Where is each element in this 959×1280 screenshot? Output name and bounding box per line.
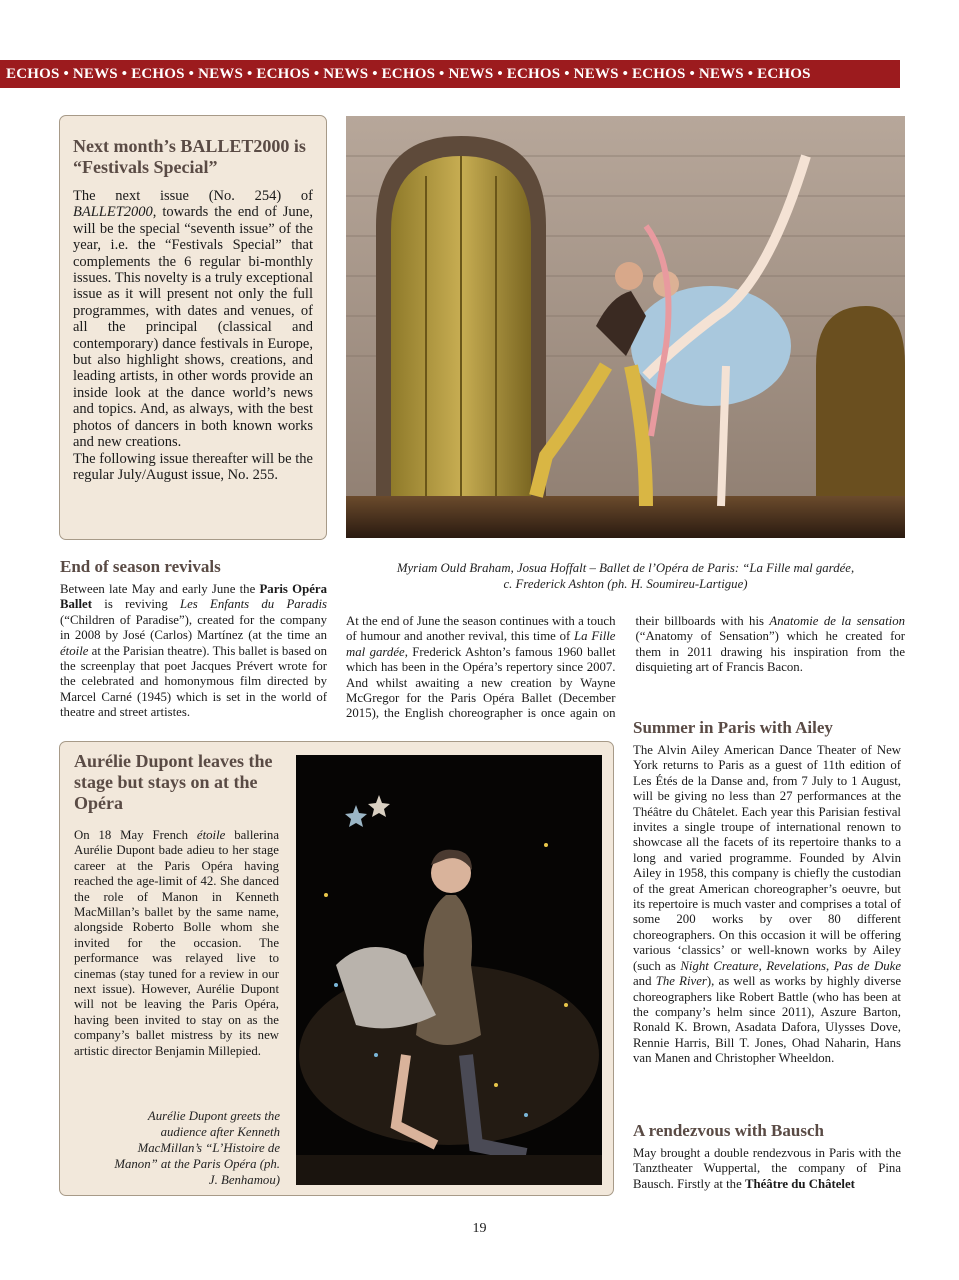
section-banner: ECHOS • NEWS • ECHOS • NEWS • ECHOS • NEWS • ECHOS • NEWS • ECHOS • NEWS • ECHOS • NEWS • ECHOS bbox=[0, 60, 900, 88]
dupont-stage-image bbox=[296, 755, 602, 1185]
box-title: Next month’s BALLET2000 is “Festivals Special” bbox=[73, 136, 306, 177]
bausch-body: May brought a double rendezvous in Paris with the Tanztheater Wuppertal, the company of Pina Bausch. Firstly at the Théâtre du Châtelet bbox=[633, 1146, 901, 1191]
photo-caption-fille: Myriam Ould Braham, Josua Hoffalt – Ballet de l’Opéra de Paris: “La Fille mal gardée, c. Frederick Ashton (ph. H. Soumireu-Lartigue) bbox=[396, 561, 855, 591]
box-body: The next issue (No. 254) of BALLET2000, towards the end of June, will be the special “seventh issue” of the year, i.e. the “Festivals Special” that complements the 6 regular bi-monthly issues. This novelty is a truly exceptional issue as it will present not only the full programmes, with dates and venues, of all the principal (classical and contemporary) dance festivals in Europe, but also highlight shows, creations, and leading artists, in other words provide an inside look at the dance world’s news and topics. And, as always, with the best photos of dancers in both known works and new creations. The following issue thereafter will be the regular July/August issue, No. 255. bbox=[73, 188, 313, 483]
revivals-col2-3: At the end of June the season continues with a touch of humour and another revival, this time of La Fille mal gardée, Frederick Ashton’s famous 1960 ballet which has been in the Opéra’s repertory since 2007. And whilst awaiting a new creation by Wayne McGregor for the Paris Opéra Ballet (December 2015), the English choreographer is once again on their billboards with his Anatomie de la sensation (“Anatomy of Sensation”) which he created for them in 2011 drawing his inspiration from the disquieting art of Francis Bacon. bbox=[346, 614, 905, 721]
sidebar-box-festivals bbox=[59, 115, 327, 540]
sidebar-box-dupont bbox=[59, 741, 614, 1196]
box-title-dupont: Aurélie Dupont leaves the stage but stays on at the Opéra bbox=[74, 751, 273, 813]
ailey-body: The Alvin Ailey American Dance Theater of New York returns to Paris as a guest of 11th edition of Les Étés de la Danse and, from 7 July to 1 August, will be giving no less than 27 performances at the Théâtre du Châtelet. Each year this Parisian festival invites a single troupe of international renown to showcase all the facets of its repertoire thanks to a long and varied programme. Founded by Alvin Ailey in 1958, this company is chiefly the custodian of the great American choreographer’s oeuvre, but its repertoire is much vaster and comprises a total of some 200 works by over 80 different choreographers. On this occasion it will be offering various ‘classics’ or well-known works by Ailey (such as Night Creature, Revelations, Pas de Duke and The River), as well as works by highly diverse choreographers like Robert Battle (who has been at the company’s helm since 2011), Aszure Barton, Ronald K. Brown, Asadata Dafora, Ulysses Dove, Rennie Harris, Bill T. Jones, Ohad Naharin, Hans van Manen and Christopher Wheeldon. bbox=[633, 743, 901, 1066]
page-number: 19 bbox=[472, 1221, 487, 1236]
heading-bausch: A rendezvous with Bausch bbox=[633, 1121, 824, 1140]
photo-fille-mal-gardee bbox=[346, 116, 905, 538]
heading-end-of-season: End of season revivals bbox=[60, 557, 221, 576]
revivals-col1: Between late May and early June the Paris Opéra Ballet is reviving Les Enfants du Paradis (“Children of Paradise”), created for the company in 2008 by José (Carlos) Martínez (at the time an étoile at the Parisian theatre). This ballet is based on the screenplay that poet Jacques Prévert wrote for the celebrated and homonymous film directed by Marcel Carné (1945) which is set in the world of theatre and street artistes. bbox=[60, 582, 328, 720]
photo-aurelie-dupont bbox=[296, 755, 602, 1185]
photo-caption-dupont: Aurélie Dupont greets the audience after Kenneth MacMillan’s “L’Histoire de Manon” at the Paris Opéra (ph. J. Benhamou) bbox=[114, 1109, 280, 1187]
ballet-stage-image bbox=[346, 116, 905, 538]
box-body-dupont: On 18 May French étoile ballerina Aurélie Dupont bade adieu to her stage career at the Paris Opéra having reached the age-limit of 42. She danced the role of Manon in Kenneth MacMillan’s ballet by the same name, alongside Roberto Bolle whom she invited for the occasion. The performance was relayed live to cinemas (stay tuned for a review in our next issue). However, Aurélie Dupont will not be leaving the Paris Opéra, having been invited to stay on as the company’s ballet mistress by its new artistic director Benjamin Millepied. bbox=[74, 828, 279, 1058]
heading-ailey: Summer in Paris with Ailey bbox=[633, 718, 833, 737]
